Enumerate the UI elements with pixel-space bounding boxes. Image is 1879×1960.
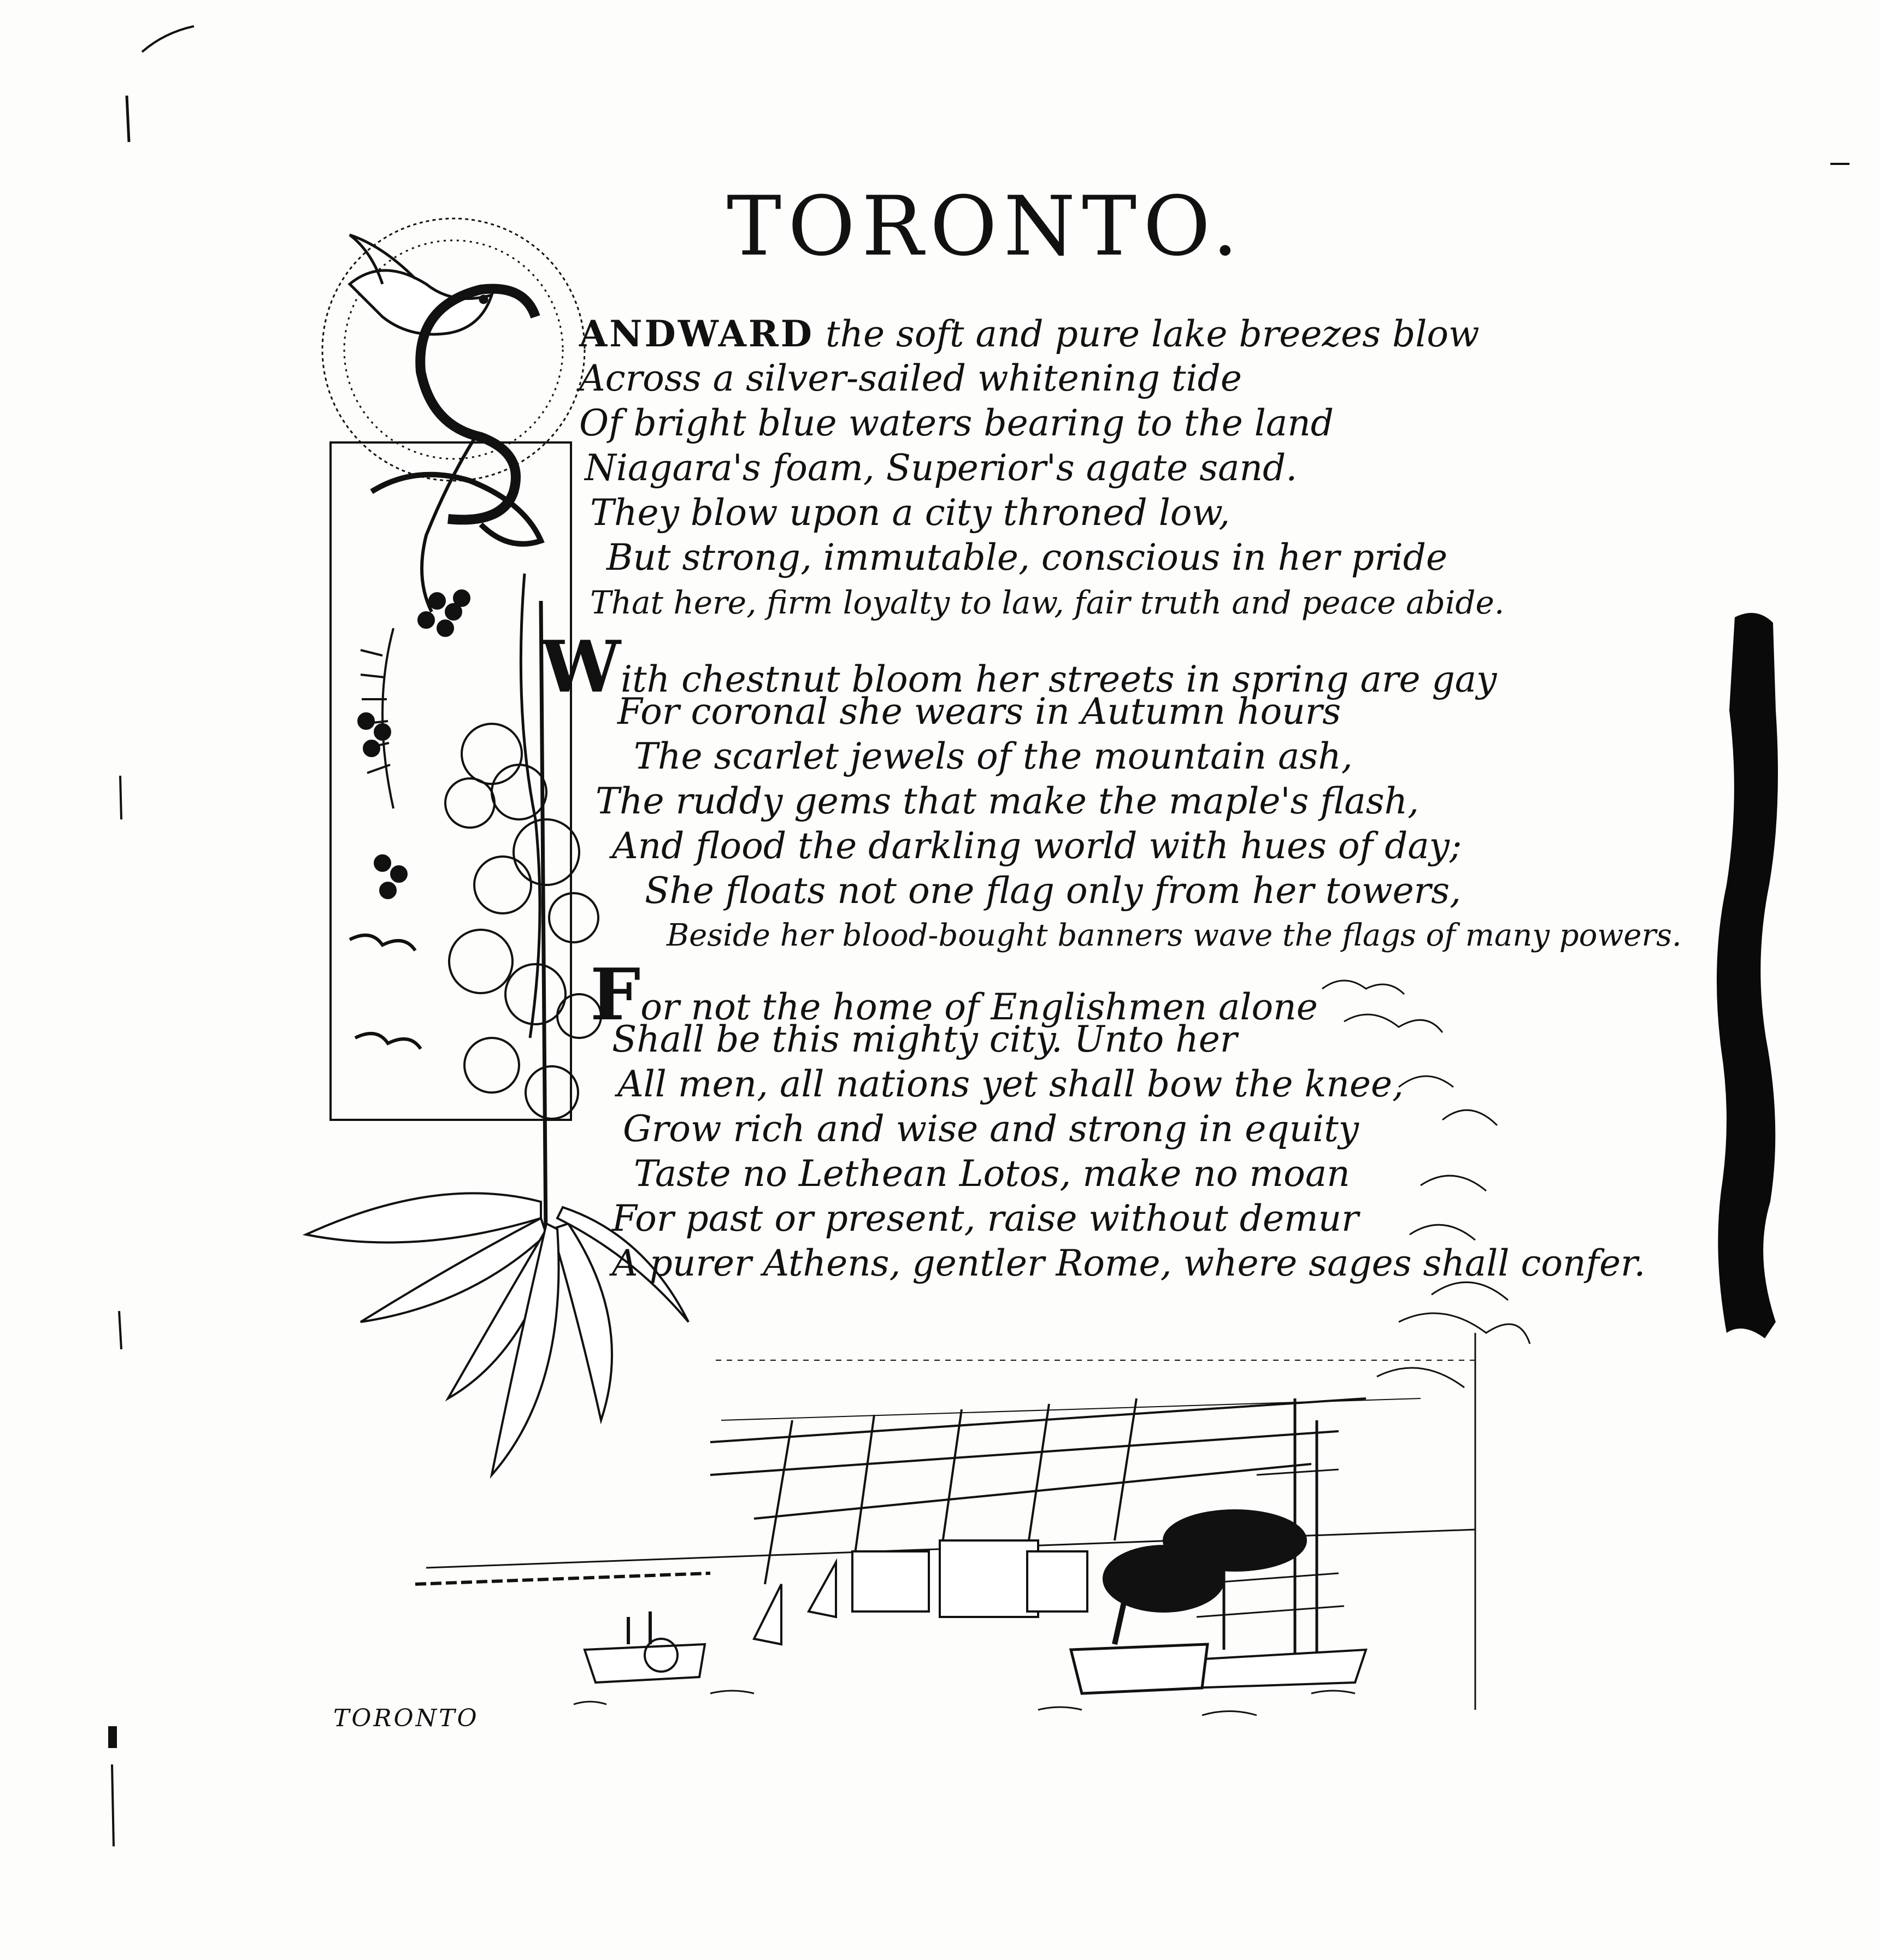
poem-line: But strong, immutable, conscious in her pride [606,536,1448,578]
poem-line: They blow upon a city throned low, [590,492,1230,534]
stanza-3 [590,953,1646,1286]
poem-line: Niagara's foam, Superior's agate sand. [585,447,1298,489]
stanza-1-first-word: ANDWARD [579,312,814,355]
stanza-2-line-1: With chestnut bloom her streets in spring are gay [541,625,1497,709]
poem-line: Of bright blue waters bearing to the land [579,402,1334,444]
poem-line: All men, all nations yet shall bow the knee, [617,1063,1404,1105]
stanza-2-dropcap: W [541,625,621,709]
stanza-1 [579,311,1504,625]
ink-smear [1717,613,1778,1338]
page-title: TORONTO. [727,179,1245,274]
poem-line: A purer Athens, gentler Rome, where sages shall confer. [612,1242,1646,1284]
stanza-3-line-1: For not the home of Englishmen alone [590,953,1318,1036]
poem-line: Taste no Lethean Lotos, make no moan [634,1153,1350,1195]
harbour-scene [415,1333,1475,1715]
poem-line: For coronal she wears in Autumn hours [617,690,1341,733]
poem-line: Across a silver-sailed whitening tide [579,357,1242,399]
poem-line: Grow rich and wise and strong in equity [623,1108,1359,1150]
artist-signature: TORONTO [333,1704,479,1732]
poem-line: Shall be this mighty city. Unto her [612,1018,1238,1060]
poem-line: The ruddy gems that make the maple's flash, [596,780,1419,822]
stanza-3-dropcap: F [590,953,641,1036]
poem-line: Beside her blood-bought banners wave the flags of many powers. [667,918,1682,953]
stanza-1-line-1: ANDWARD the soft and pure lake breezes blow [579,312,1480,355]
poem-line: And flood the darkling world with hues of day; [612,825,1462,867]
poem-line: The scarlet jewels of the mountain ash, [634,735,1353,777]
poem-line: She floats not one flag only from her towers, [645,870,1462,912]
stanza-2 [541,625,1682,958]
poem-line: That here, firm loyalty to law, fair truth and peace abide. [590,584,1505,621]
poem-line: For past or present, raise without demur [612,1197,1359,1239]
